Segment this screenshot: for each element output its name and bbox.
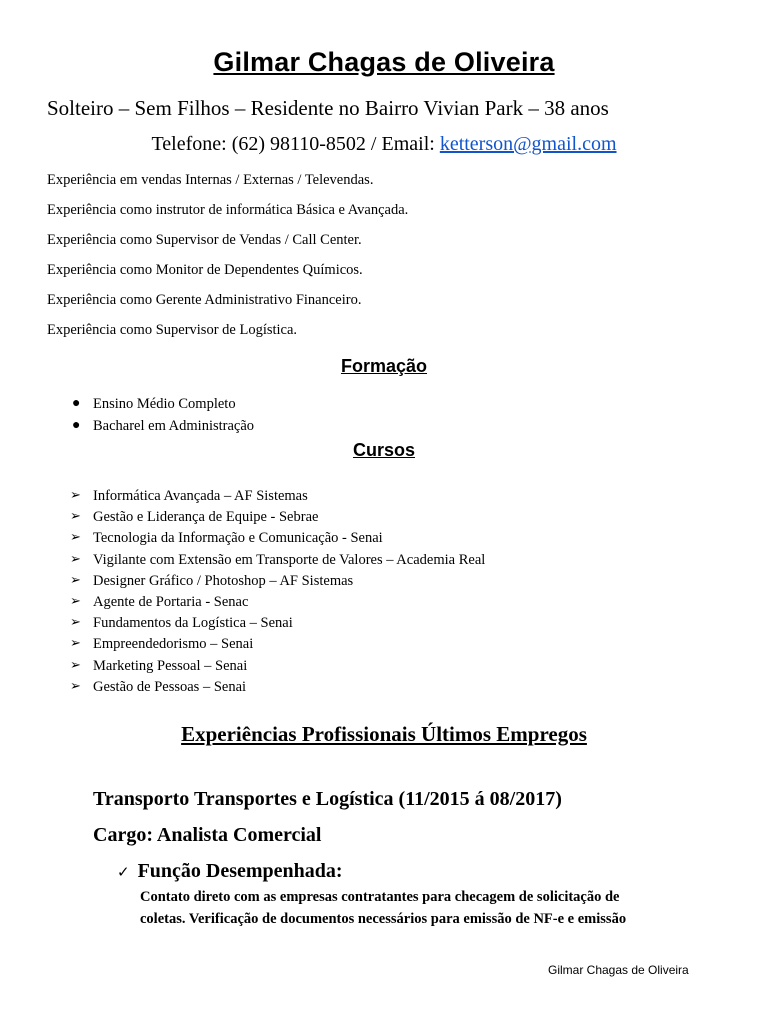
arrowhead-bullet-icon: ➢ <box>70 551 81 567</box>
function-description <box>140 886 730 930</box>
curso-item <box>70 529 485 550</box>
company-title: Transporto Transportes e Logística (11/2015 á 08/2017) <box>93 788 562 810</box>
experience-summary-item: Experiência como Supervisor de Logística. <box>47 322 298 338</box>
curso-item-label: Vigilante com Extensão em Transporte de Valores – Academia Real <box>93 551 486 568</box>
page-footer: Gilmar Chagas de Oliveira <box>548 963 689 977</box>
curso-item <box>70 635 485 656</box>
curso-item-label: Fundamentos da Logística – Senai <box>93 615 293 632</box>
contact-line <box>0 133 768 156</box>
experience-summary-item: Experiência como instrutor de informática Básica e Avançada. <box>47 202 409 218</box>
formacao-item-label: Ensino Médio Completo <box>93 396 236 412</box>
job-title: Cargo: Analista Comercial <box>93 824 322 846</box>
experience-summary-item: Experiência como Gerente Administrativo Financeiro. <box>47 292 362 308</box>
bullet-dot-icon: ● <box>72 396 81 411</box>
description-line: coletas. Verificação de documentos necessários para emissão de NF-e e emissão <box>140 911 627 927</box>
checkmark-icon: ✓ <box>117 863 130 881</box>
experience-summary-list <box>47 171 408 351</box>
curso-item-label: Designer Gráfico / Photoshop – AF Sistemas <box>93 572 354 589</box>
curso-item <box>70 572 485 593</box>
curso-item <box>70 551 485 572</box>
curso-item-label: Gestão de Pessoas – Senai <box>93 678 247 695</box>
arrowhead-bullet-icon: ➢ <box>70 636 81 652</box>
curso-item-label: Tecnologia da Informação e Comunicação - Senai <box>93 530 383 547</box>
formacao-heading: Formação <box>340 356 428 376</box>
formacao-item <box>70 417 254 439</box>
candidate-name: Gilmar Chagas de Oliveira <box>213 47 555 77</box>
formacao-list <box>70 395 254 439</box>
email-link[interactable]: ketterson@gmail.com <box>439 133 617 155</box>
experiencias-heading: Experiências Profissionais Últimos Empregos <box>181 722 587 746</box>
arrowhead-bullet-icon: ➢ <box>70 615 81 631</box>
formacao-item <box>70 395 254 417</box>
description-line: Contato direto com as empresas contratantes para checagem de solicitação de <box>140 889 620 905</box>
experience-summary-item: Experiência como Monitor de Dependentes Químicos. <box>47 262 363 278</box>
curso-item <box>70 487 485 508</box>
curso-item-label: Gestão e Liderança de Equipe - Sebrae <box>93 509 319 526</box>
arrowhead-bullet-icon: ➢ <box>70 593 81 609</box>
bullet-dot-icon: ● <box>72 418 81 433</box>
curso-item-label: Empreendedorismo – Senai <box>93 636 254 653</box>
arrowhead-bullet-icon: ➢ <box>70 678 81 694</box>
function-heading <box>117 860 343 883</box>
curso-item <box>70 508 485 529</box>
phone-label: Telefone: (62) 98110-8502 / Email: <box>151 133 440 155</box>
arrowhead-bullet-icon: ➢ <box>70 488 81 503</box>
arrowhead-bullet-icon: ➢ <box>70 657 81 673</box>
curso-item <box>70 657 485 678</box>
curso-item-label: Informática Avançada – AF Sistemas <box>93 488 308 504</box>
cursos-list <box>70 487 485 699</box>
formacao-item-label: Bacharel em Administração <box>93 418 255 434</box>
arrowhead-bullet-icon: ➢ <box>70 509 81 525</box>
experience-summary-item: Experiência como Supervisor de Vendas / Call Center. <box>47 232 362 248</box>
arrowhead-bullet-icon: ➢ <box>70 572 81 588</box>
curso-item <box>70 614 485 635</box>
curso-item-label: Agente de Portaria - Senac <box>93 593 249 610</box>
cursos-heading: Cursos <box>352 440 415 460</box>
experience-summary-item: Experiência em vendas Internas / Externas / Televendas. <box>47 172 374 188</box>
arrowhead-bullet-icon: ➢ <box>70 530 81 546</box>
curso-item <box>70 678 485 699</box>
curso-item <box>70 593 485 614</box>
personal-info: Solteiro – Sem Filhos – Residente no Bairro Vivian Park – 38 anos <box>47 96 609 120</box>
curso-item-label: Marketing Pessoal – Senai <box>93 657 248 674</box>
function-heading-label: Função Desempenhada: <box>137 860 343 882</box>
